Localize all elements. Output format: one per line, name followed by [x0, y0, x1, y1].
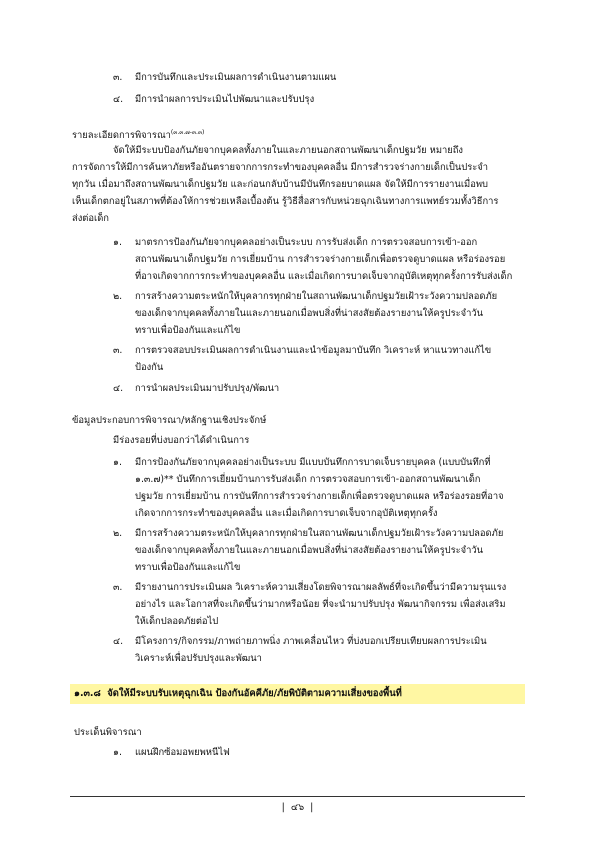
- page-number: | ๔๖ |: [281, 802, 314, 813]
- paragraph-line: จัดให้มีระบบป้องกันภัยจากบุคคลทั้งภายในและภายนอกสถานพัฒนาเด็กปฐมวัย หมายถึง: [113, 145, 464, 156]
- paragraph-line: เห็นเด็กตกอยู่ในสภาพที่ต้องให้การช่วยเหลือเบื้องต้น รู้วิธีสื่อสารกับหน่วยฉุกเฉินทางการแพทย์รวมทั้งวิธีการ: [72, 196, 499, 207]
- section-heading-evidence: ข้อมูลประกอบการพิจารณา/หลักฐานเชิงประจักษ์: [72, 415, 267, 426]
- list-number: ๑.: [113, 747, 122, 758]
- list-item-line: ที่อาจเกิดจากการกระทำของบุคคลอื่น และเมื่อเกิดการบาดเจ็บจากอุบัติเหตุทุกครั้งการรับส่งเด็ก: [135, 271, 513, 282]
- list-item-line: สถานพัฒนาเด็กปฐมวัย การเยี่ยมบ้าน การสำรวจร่างกายเด็กเพื่อตรวจดูบาดแผล หรือร่องรอย: [135, 254, 506, 265]
- list-number: ๓.: [113, 582, 123, 593]
- list-item: มีการบันทึกและประเมินผลการดำเนินงานตามแผน: [135, 72, 337, 83]
- list-item-line: อย่างไร และโอกาสที่จะเกิดขึ้นว่ามากหรือน้อย ที่จะนำมาปรับปรุง พัฒนากิจกรรม เพื่อส่งเสริม: [135, 599, 506, 610]
- list-item-line: ทราบเพื่อป้องกันและแก้ไข: [135, 562, 241, 573]
- list-item-line: ป้องกัน: [135, 362, 164, 373]
- list-item-line: ของเด็กจากบุคคลทั้งภายในและภายนอกเมื่อพบสิ่งที่น่าสงสัยต้องรายงานให้ครูประจำวัน: [135, 308, 484, 319]
- list-item-line: การนำผลประเมินมาปรับปรุง/พัฒนา: [135, 383, 280, 394]
- list-item-line: การตรวจสอบประเมินผลการดำเนินงานและนำข้อมูลมาบันทึก วิเคราะห์ หาแนวทางแก้ไข: [135, 345, 492, 356]
- list-number: ๔.: [113, 383, 124, 394]
- list-number: ๔.: [113, 94, 124, 105]
- list-item-line: วิเคราะห์เพื่อปรับปรุงและพัฒนา: [135, 653, 262, 664]
- list-item: มีการนำผลการประเมินไปพัฒนาและปรับปรุง: [135, 94, 315, 105]
- section-heading-details: [72, 125, 204, 145]
- list-number: ๒.: [113, 528, 123, 539]
- paragraph-line: การจัดการให้มีการค้นหาภัยหรืออันตรายจากการกระทำของบุคคลอื่น มีการสำรวจร่างกายเด็กเป็นประจำ: [72, 162, 489, 173]
- page-number-value: ๔๖: [290, 802, 305, 813]
- paragraph-line: ทุกวัน เมื่อมาถึงสถานพัฒนาเด็กปฐมวัย และก่อนกลับบ้านมีบันทึกรอยบาดแผล จัดให้มีการรายงานเมื่อพบ: [72, 179, 488, 190]
- list-item-line: มีโครงการ/กิจกรรม/ภาพถ่ายภาพนิ่ง ภาพเคลื่อนไหว ที่บ่งบอกเปรียบเทียบผลการประเมิน: [135, 636, 487, 647]
- subsection-text: จัดให้มีระบบรับเหตุฉุกเฉิน ป้องกันอัคคีภัย/ภัยพิบัติตามความเสี่ยงของพื้นที่: [107, 688, 402, 699]
- list-number: ๑.: [113, 237, 122, 248]
- list-item-line: ปฐมวัย การเยี่ยมบ้าน การบันทึกการสำรวจร่างกายเด็กเพื่อตรวจดูบาดแผล หรือร่องรอยที่อาจ: [135, 491, 504, 502]
- list-item-line: มีรายงานการประเมินผล วิเคราะห์ความเสี่ยงโดยพิจารณาผลลัพธ์ที่จะเกิดขึ้นว่ามีความรุนแรง: [135, 582, 507, 593]
- list-number: ๔.: [113, 636, 124, 647]
- list-item: แผนฝึกซ้อมอพยพหนีไฟ: [135, 747, 230, 758]
- list-number: ๒.: [113, 291, 123, 302]
- list-number: ๓.: [113, 345, 123, 356]
- heading-ref: (๓.๓.๗-๓.๓): [170, 129, 205, 136]
- list-item-line: การสร้างความตระหนักให้บุคลากรทุกฝ่ายในสถานพัฒนาเด็กปฐมวัยเฝ้าระวังความปลอดภัย: [135, 291, 498, 302]
- list-item-line: ของเด็กจากบุคคลทั้งภายในและภายนอกเมื่อพบสิ่งที่น่าสงสัยต้องรายงานให้ครูประจำวัน: [135, 545, 484, 556]
- paragraph-line: ส่งต่อเด็ก: [72, 213, 109, 224]
- evidence-intro: มีร่องรอยที่บ่งบอกว่าได้ดำเนินการ: [113, 435, 250, 446]
- list-item-line: มีการสร้างความตระหนักให้บุคลากรทุกฝ่ายในสถานพัฒนาเด็กปฐมวัยเฝ้าระวังความปลอดภัย: [135, 528, 504, 539]
- list-item-line: ทราบเพื่อป้องกันและแก้ไข: [135, 325, 241, 336]
- section-heading-consider: ประเด็นพิจารณา: [74, 727, 142, 738]
- subsection-title: [74, 686, 402, 703]
- list-item-line: มีการป้องกันภัยจากบุคคลอย่างเป็นระบบ มีแบบบันทึกการบาดเจ็บรายบุคคล (แบบบันทึกที่: [135, 457, 491, 468]
- footer-rule: [70, 796, 525, 797]
- list-item-line: ๑.๓.๗)** บันทึกการเยี่ยมบ้านการรับส่งเด็ก การตรวจสอบการเข้า-ออกสถานพัฒนาเด็ก: [135, 474, 481, 485]
- list-item-line: มาตรการป้องกันภัยจากบุคคลอย่างเป็นระบบ การรับส่งเด็ก การตรวจสอบการเข้า-ออก: [135, 237, 478, 248]
- list-item-line: ให้เด็กปลอดภัยต่อไป: [135, 616, 219, 627]
- list-number: ๑.: [113, 457, 122, 468]
- list-number: ๓.: [113, 72, 123, 83]
- subsection-number: ๑.๓.๘: [74, 688, 101, 699]
- list-item-line: เกิดจากการกระทำของบุคคลอื่น และเมื่อเกิดการบาดเจ็บจากอุบัติเหตุทุกครั้ง: [135, 508, 438, 519]
- heading-text: รายละเอียดการพิจารณา: [72, 130, 171, 142]
